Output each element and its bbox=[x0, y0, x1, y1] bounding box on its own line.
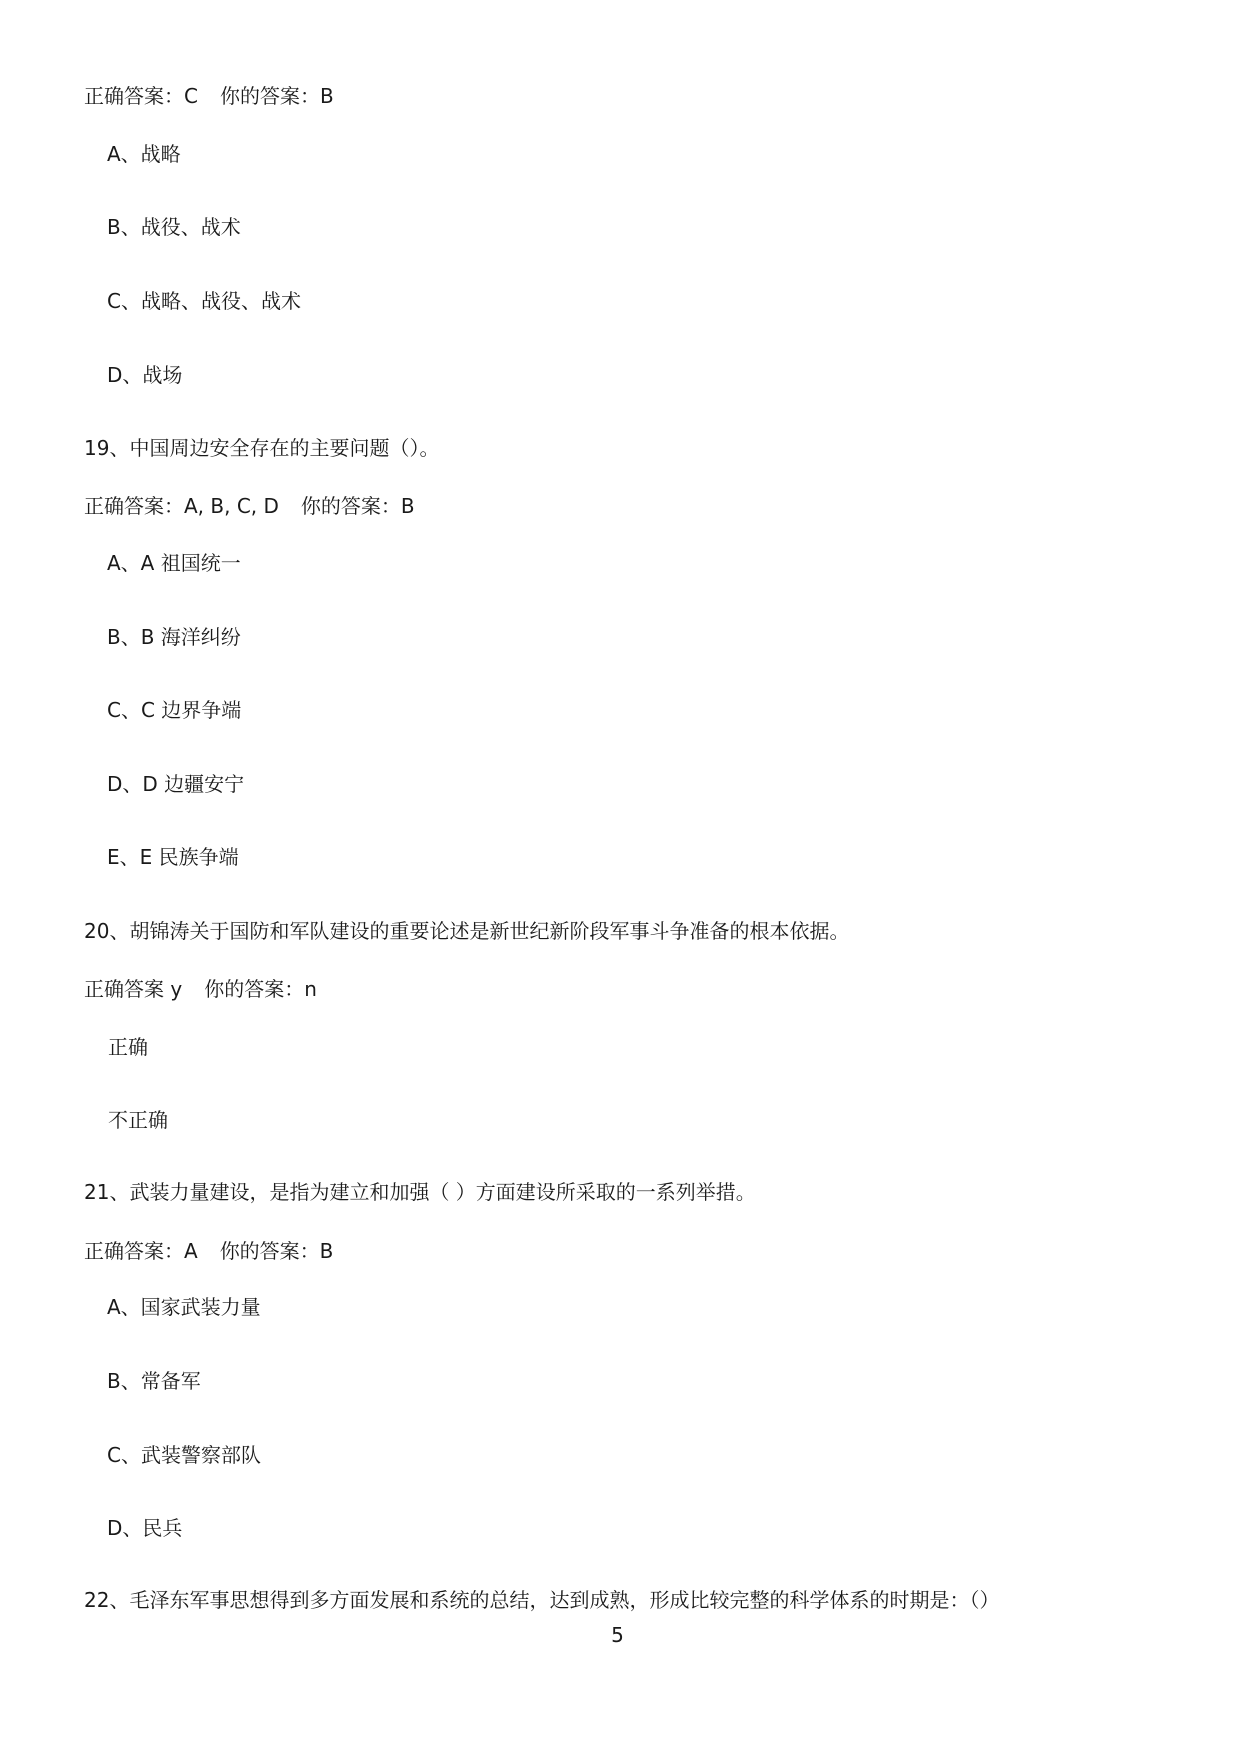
answer-line bbox=[84, 975, 317, 1003]
question-19: 19、中国周边安全存在的主要问题（）。 bbox=[84, 436, 440, 460]
answer-line bbox=[84, 1237, 333, 1265]
your-answer: 你的答案：n bbox=[204, 977, 317, 1001]
your-answer: 你的答案：B bbox=[219, 84, 334, 108]
option-c: C、战略、战役、战术 bbox=[107, 289, 301, 313]
option-b: B、常备军 bbox=[107, 1369, 201, 1393]
option-c: C、C 边界争端 bbox=[107, 698, 242, 722]
correct-answer: 正确答案 y bbox=[84, 977, 183, 1001]
answer-line bbox=[84, 492, 415, 520]
option-a: A、A 祖国统一 bbox=[107, 551, 241, 575]
correct-answer: 正确答案：C bbox=[84, 84, 198, 108]
question-22: 22、毛泽东军事思想得到多方面发展和系统的总结，达到成熟，形成比较完整的科学体系的时期是：（） bbox=[84, 1588, 1000, 1612]
option-b: B、战役、战术 bbox=[107, 215, 241, 239]
option-d: D、战场 bbox=[107, 363, 183, 387]
option-true: 正确 bbox=[108, 1035, 148, 1059]
option-a: A、国家武装力量 bbox=[107, 1295, 261, 1319]
option-false: 不正确 bbox=[108, 1108, 168, 1132]
your-answer: 你的答案：B bbox=[219, 1239, 334, 1263]
correct-answer: 正确答案：A bbox=[84, 1239, 198, 1263]
option-c: C、武装警察部队 bbox=[107, 1443, 261, 1467]
option-d: D、民兵 bbox=[107, 1516, 183, 1540]
question-21: 21、武装力量建设，是指为建立和加强（ ）方面建设所采取的一系列举措。 bbox=[84, 1180, 756, 1204]
answer-line bbox=[84, 82, 334, 110]
option-a: A、战略 bbox=[107, 142, 181, 166]
your-answer: 你的答案：B bbox=[300, 494, 415, 518]
option-e: E、E 民族争端 bbox=[107, 845, 239, 869]
question-20: 20、胡锦涛关于国防和军队建设的重要论述是新世纪新阶段军事斗争准备的根本依据。 bbox=[84, 919, 850, 943]
page-number: 5 bbox=[611, 1623, 624, 1647]
option-d: D、D 边疆安宁 bbox=[107, 772, 245, 796]
option-b: B、B 海洋纠纷 bbox=[107, 625, 241, 649]
correct-answer: 正确答案：A, B, C, D bbox=[84, 494, 279, 518]
